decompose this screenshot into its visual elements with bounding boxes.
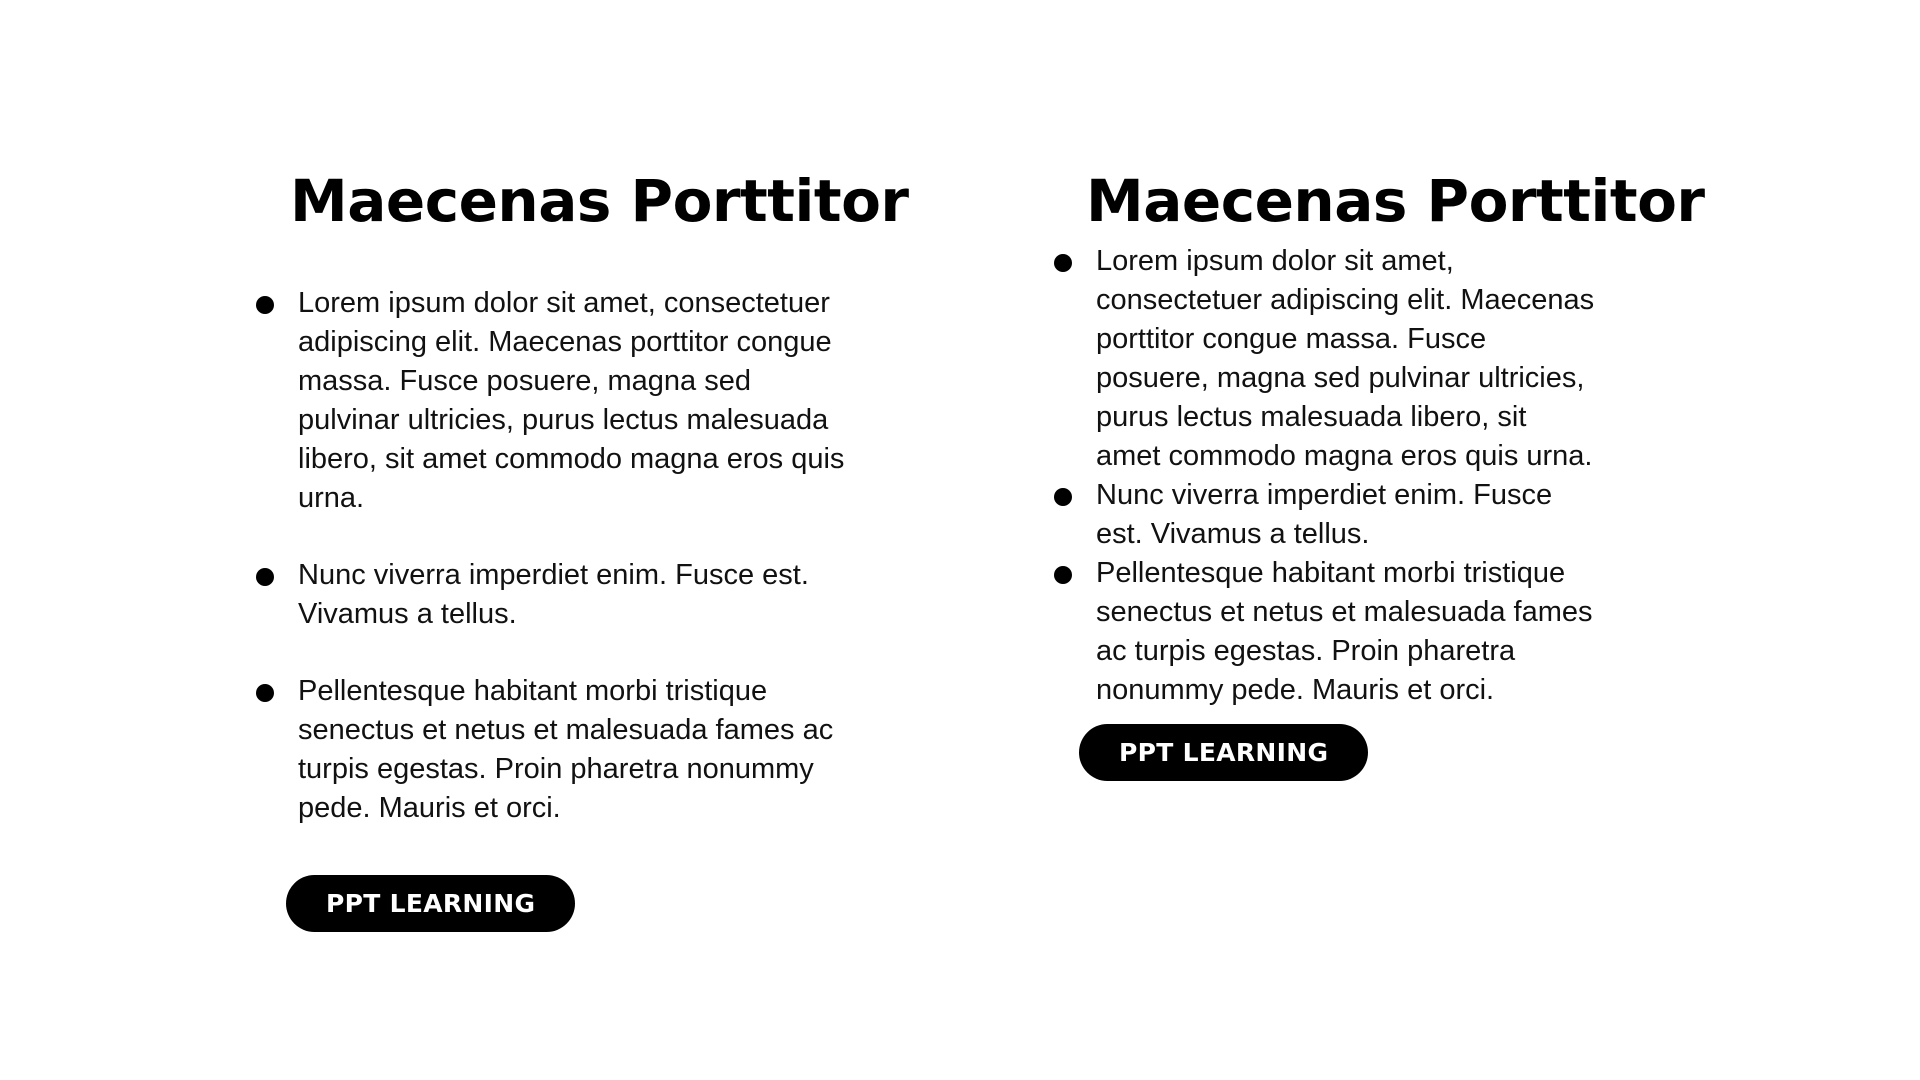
right-column-title: Maecenas Porttitor xyxy=(1086,167,1705,235)
left-column-title: Maecenas Porttitor xyxy=(290,167,909,235)
bullet-dot-icon xyxy=(256,568,274,586)
bullet-text: Nunc viverra imperdiet enim. Fusce est. Vivamus a tellus. xyxy=(1096,479,1553,550)
bullet-item xyxy=(248,556,858,634)
left-bullet-list xyxy=(248,284,868,828)
bullet-dot-icon xyxy=(1054,254,1072,272)
ppt-learning-button-right[interactable]: PPT LEARNING xyxy=(1079,724,1368,781)
right-column xyxy=(1046,165,1705,781)
bullet-item xyxy=(248,284,858,518)
bullet-item xyxy=(1046,242,1596,476)
bullet-text: Lorem ipsum dolor sit amet, consectetuer adipiscing elit. Maecenas porttitor congue massa. Fusce posuere, magna sed pulvinar ultricies, purus lectus malesuada libero, sit amet commodo magna eros quis urna. xyxy=(298,287,845,514)
bullet-dot-icon xyxy=(1054,566,1072,584)
bullet-text: Pellentesque habitant morbi tristique senectus et netus et malesuada fames ac turpis egestas. Proin pharetra nonummy pede. Mauris et orci. xyxy=(298,675,834,824)
bullet-item xyxy=(1046,476,1596,554)
bullet-dot-icon xyxy=(256,296,274,314)
right-bullet-list xyxy=(1046,242,1666,710)
ppt-learning-button-left[interactable]: PPT LEARNING xyxy=(286,875,575,932)
bullet-text: Nunc viverra imperdiet enim. Fusce est. Vivamus a tellus. xyxy=(298,559,809,630)
bullet-dot-icon xyxy=(1054,488,1072,506)
bullet-text: Pellentesque habitant morbi tristique senectus et netus et malesuada fames ac turpis egestas. Proin pharetra nonummy pede. Mauris et orci. xyxy=(1096,557,1593,706)
bullet-item xyxy=(1046,554,1596,710)
bullet-text: Lorem ipsum dolor sit amet, consectetuer adipiscing elit. Maecenas porttitor congue massa. Fusce posuere, magna sed pulvinar ultricies, purus lectus malesuada libero, sit amet commodo magna eros quis urna. xyxy=(1096,245,1595,472)
left-column xyxy=(248,165,909,918)
bullet-dot-icon xyxy=(256,684,274,702)
bullet-item xyxy=(248,672,858,828)
